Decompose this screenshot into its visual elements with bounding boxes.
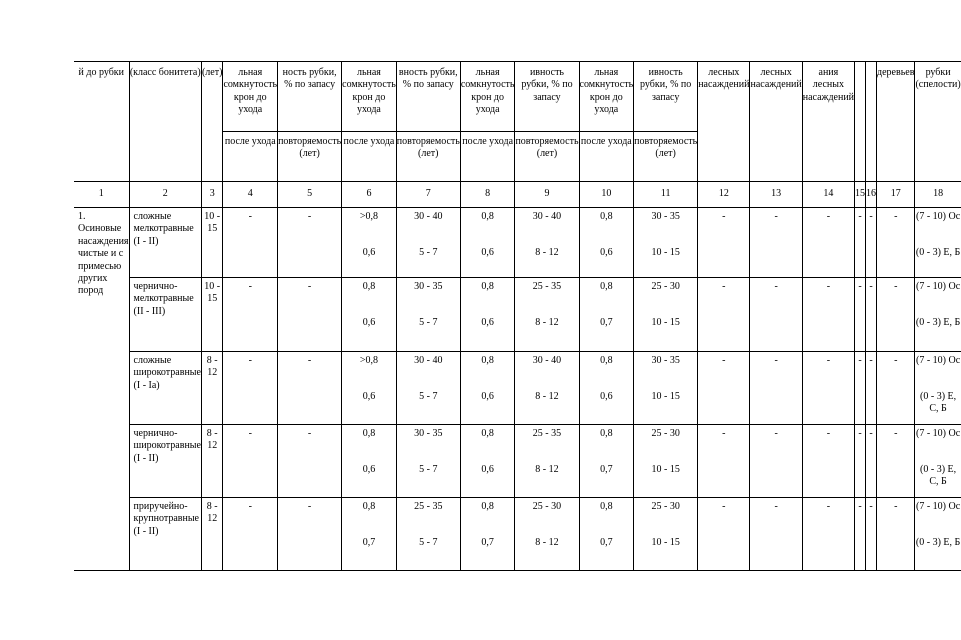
intensity-cell-lower: 10 - 15: [651, 247, 680, 258]
column-number: 11: [634, 182, 698, 208]
column-number: 3: [201, 182, 222, 208]
density-cell: [579, 208, 634, 278]
value-cell: -: [223, 208, 278, 278]
density-cell: [342, 498, 397, 571]
intensity-cell-upper: 25 - 30: [651, 501, 680, 512]
value-cell: -: [802, 278, 854, 352]
value-cell: -: [750, 352, 802, 425]
density-cell-upper: 0,8: [600, 281, 613, 292]
density-cell-upper: >0,8: [359, 355, 379, 366]
intensity-cell: [396, 352, 460, 425]
table-header: [74, 62, 961, 208]
value-cell: -: [698, 208, 750, 278]
value-cell: -: [278, 425, 342, 498]
header-cell: ивность рубки, % по запасу: [515, 62, 579, 132]
column-number: 6: [342, 182, 397, 208]
intensity-cell-lower: 8 - 12: [535, 537, 559, 548]
density-cell: [579, 352, 634, 425]
composition-cell: [915, 425, 961, 498]
intensity-cell: [515, 352, 579, 425]
composition-cell-lower: (0 - 3) Е, С, Б: [920, 391, 957, 415]
composition-cell-upper: (7 - 10) Ос: [916, 211, 961, 222]
age-range: 8 - 12: [201, 425, 222, 498]
subheader-cell: после ухода: [342, 132, 397, 182]
composition-cell-lower: (0 - 3) Е, С, Б: [920, 464, 957, 488]
value-cell: -: [855, 425, 866, 498]
intensity-cell-upper: 30 - 40: [532, 211, 562, 222]
subheader-cell: после ухода: [579, 132, 634, 182]
density-cell: [579, 425, 634, 498]
table-row: [74, 278, 961, 352]
forest-type: чернично-широкотравные (I - II): [129, 425, 201, 498]
column-number: 17: [877, 182, 915, 208]
composition-cell-upper: (7 - 10) Ос: [916, 281, 961, 292]
column-number: 13: [750, 182, 802, 208]
density-cell-lower: 0,7: [600, 317, 613, 328]
intensity-cell-lower: 5 - 7: [419, 537, 438, 548]
intensity-cell-upper: 25 - 35: [414, 501, 443, 512]
value-cell: -: [855, 208, 866, 278]
density-cell-upper: 0,8: [600, 501, 613, 512]
column-number: 9: [515, 182, 579, 208]
intensity-cell-upper: 25 - 30: [532, 501, 562, 512]
density-cell: [579, 498, 634, 571]
composition-cell-lower: (0 - 3) Е, Б: [915, 317, 961, 328]
value-cell: -: [877, 278, 915, 352]
density-cell: [579, 278, 634, 352]
forest-type: чернично-мелкотравные (II - III): [129, 278, 201, 352]
composition-cell: [915, 208, 961, 278]
value-cell: -: [750, 278, 802, 352]
intensity-cell: [515, 208, 579, 278]
intensity-cell-lower: 8 - 12: [535, 464, 559, 475]
header-cell: ность рубки, % по запасу: [278, 62, 342, 132]
age-range: 10 - 15: [201, 278, 222, 352]
forest-type: сложные широкотравные (I - Ia): [129, 352, 201, 425]
value-cell: -: [698, 352, 750, 425]
density-cell-lower: 0,7: [600, 537, 613, 548]
column-number: 2: [129, 182, 201, 208]
value-cell: -: [877, 208, 915, 278]
density-cell-upper: 0,8: [600, 428, 613, 439]
density-cell-upper: 0,8: [362, 281, 376, 292]
intensity-cell-lower: 10 - 15: [651, 317, 680, 328]
column-number: 5: [278, 182, 342, 208]
intensity-cell: [515, 278, 579, 352]
intensity-cell-upper: 30 - 35: [414, 428, 443, 439]
intensity-cell-upper: 25 - 35: [532, 428, 562, 439]
intensity-cell: [515, 498, 579, 571]
value-cell: -: [750, 425, 802, 498]
composition-cell-lower: (0 - 3) Е, Б: [915, 537, 961, 548]
intensity-cell: [396, 425, 460, 498]
header-cell: льная сомкнутость крон до ухода: [342, 62, 397, 132]
value-cell: -: [750, 498, 802, 571]
forest-care-table: [74, 61, 961, 571]
composition-cell: [915, 352, 961, 425]
density-cell-upper: 0,8: [600, 355, 613, 366]
value-cell: -: [877, 498, 915, 571]
value-cell: -: [223, 498, 278, 571]
value-cell: -: [278, 498, 342, 571]
intensity-cell-lower: 10 - 15: [651, 537, 680, 548]
density-cell: [460, 498, 515, 571]
intensity-cell-lower: 5 - 7: [419, 247, 438, 258]
density-cell-upper: 0,8: [362, 501, 376, 512]
subheader-cell: повторяемость (лет): [278, 132, 342, 182]
density-cell: [460, 208, 515, 278]
column-number: 12: [698, 182, 750, 208]
value-cell: -: [855, 352, 866, 425]
value-cell: -: [877, 425, 915, 498]
intensity-cell-lower: 8 - 12: [535, 391, 559, 402]
intensity-cell: [634, 278, 698, 352]
density-cell-upper: 0,8: [481, 355, 494, 366]
value-cell: -: [278, 278, 342, 352]
header-cell: льная сомкнутость крон до ухода: [460, 62, 515, 132]
density-cell: [342, 352, 397, 425]
value-cell: -: [802, 498, 854, 571]
density-cell-lower: 0,6: [362, 247, 376, 258]
value-cell: -: [750, 208, 802, 278]
column-number: 16: [866, 182, 877, 208]
density-cell-upper: >0,8: [359, 211, 379, 222]
forest-type: сложные мелкотравные (I - II): [129, 208, 201, 278]
age-range: 8 - 12: [201, 498, 222, 571]
density-cell-upper: 0,8: [600, 211, 613, 222]
table-row: [74, 208, 961, 278]
value-cell: -: [855, 278, 866, 352]
density-cell-lower: 0,6: [481, 317, 494, 328]
intensity-cell-lower: 8 - 12: [535, 247, 559, 258]
intensity-cell-upper: 30 - 40: [532, 355, 562, 366]
density-cell-lower: 0,6: [481, 464, 494, 475]
density-cell-lower: 0,6: [362, 391, 376, 402]
column-number: 15: [855, 182, 866, 208]
intensity-cell-upper: 30 - 35: [414, 281, 443, 292]
intensity-cell: [396, 498, 460, 571]
composition-cell-upper: (7 - 10) Ос: [916, 501, 961, 512]
density-cell: [460, 278, 515, 352]
value-cell: -: [223, 425, 278, 498]
intensity-cell: [396, 278, 460, 352]
intensity-cell-upper: 30 - 40: [414, 355, 443, 366]
value-cell: -: [278, 352, 342, 425]
header-cell: деревьев: [877, 62, 915, 182]
composition-cell-upper: (7 - 10) Ос: [916, 428, 961, 439]
density-cell-upper: 0,8: [362, 428, 376, 439]
value-cell: -: [698, 425, 750, 498]
intensity-cell-upper: 30 - 40: [414, 211, 443, 222]
value-cell: -: [855, 498, 866, 571]
density-cell-lower: 0,7: [600, 464, 613, 475]
column-number: 1: [74, 182, 129, 208]
value-cell: -: [866, 278, 877, 352]
density-cell: [342, 278, 397, 352]
intensity-cell-upper: 30 - 35: [651, 355, 680, 366]
header-cell: (лет): [201, 62, 222, 182]
column-number: 18: [915, 182, 961, 208]
intensity-cell: [634, 208, 698, 278]
density-cell-upper: 0,8: [481, 428, 494, 439]
intensity-cell-upper: 30 - 35: [651, 211, 680, 222]
density-cell-upper: 0,8: [481, 281, 494, 292]
subheader-cell: повторяемость (лет): [396, 132, 460, 182]
table-row: [74, 425, 961, 498]
age-range: 10 - 15: [201, 208, 222, 278]
density-cell-lower: 0,6: [362, 317, 376, 328]
density-cell-lower: 0,7: [481, 537, 494, 548]
intensity-cell-lower: 5 - 7: [419, 317, 438, 328]
intensity-cell-lower: 10 - 15: [651, 391, 680, 402]
subheader-cell: повторяемость (лет): [515, 132, 579, 182]
table-body: [74, 208, 961, 571]
intensity-cell: [634, 352, 698, 425]
density-cell-lower: 0,6: [362, 464, 376, 475]
header-cell: вность рубки, % по запасу: [396, 62, 460, 132]
value-cell: -: [802, 425, 854, 498]
composition-cell: [915, 498, 961, 571]
value-cell: -: [802, 352, 854, 425]
value-cell: -: [698, 278, 750, 352]
header-cell: ивность рубки, % по запасу: [634, 62, 698, 132]
column-number: 4: [223, 182, 278, 208]
table-row: [74, 352, 961, 425]
header-cell: лесных насаждений: [750, 62, 802, 182]
table-row: [74, 498, 961, 571]
column-number: 8: [460, 182, 515, 208]
composition-cell-lower: (0 - 3) Е, Б: [915, 247, 961, 258]
header-cell: льная сомкнутость крон до ухода: [579, 62, 634, 132]
value-cell: -: [866, 425, 877, 498]
composition-cell: [915, 278, 961, 352]
value-cell: -: [877, 352, 915, 425]
forest-type: приручейно-крупнотравные (I - II): [129, 498, 201, 571]
value-cell: -: [278, 208, 342, 278]
value-cell: -: [223, 278, 278, 352]
value-cell: -: [223, 352, 278, 425]
density-cell-lower: 0,6: [600, 247, 613, 258]
density-cell: [342, 208, 397, 278]
value-cell: -: [698, 498, 750, 571]
intensity-cell-lower: 5 - 7: [419, 391, 438, 402]
value-cell: -: [866, 352, 877, 425]
subheader-cell: после ухода: [460, 132, 515, 182]
subheader-cell: повторяемость (лет): [634, 132, 698, 182]
intensity-cell: [396, 208, 460, 278]
density-cell: [460, 425, 515, 498]
value-cell: -: [802, 208, 854, 278]
header-cell: льная сомкнутость крон до ухода: [223, 62, 278, 132]
header-cell: (класс бонитета): [129, 62, 201, 182]
intensity-cell-lower: 8 - 12: [535, 317, 559, 328]
composition-cell-upper: (7 - 10) Ос: [916, 355, 961, 366]
intensity-cell: [515, 425, 579, 498]
density-cell-upper: 0,8: [481, 501, 494, 512]
intensity-cell: [634, 425, 698, 498]
density-cell-upper: 0,8: [481, 211, 494, 222]
column-number: 14: [802, 182, 854, 208]
header-cell: [855, 62, 866, 182]
density-cell-lower: 0,6: [600, 391, 613, 402]
density-cell-lower: 0,7: [362, 537, 376, 548]
density-cell: [342, 425, 397, 498]
intensity-cell-upper: 25 - 30: [651, 428, 680, 439]
density-cell-lower: 0,6: [481, 391, 494, 402]
value-cell: -: [866, 208, 877, 278]
group-label: 1. Осиновые насаждения чистые и с примесью других пород: [74, 208, 129, 571]
intensity-cell-upper: 25 - 35: [532, 281, 562, 292]
intensity-cell-upper: 25 - 30: [651, 281, 680, 292]
intensity-cell-lower: 5 - 7: [419, 464, 438, 475]
intensity-cell-lower: 10 - 15: [651, 464, 680, 475]
header-cell: [866, 62, 877, 182]
subheader-cell: после ухода: [223, 132, 278, 182]
header-cell: рубки (спелости): [915, 62, 961, 182]
age-range: 8 - 12: [201, 352, 222, 425]
column-number: 7: [396, 182, 460, 208]
header-cell: лесных насаждений: [698, 62, 750, 182]
column-number: 10: [579, 182, 634, 208]
density-cell: [460, 352, 515, 425]
value-cell: -: [866, 498, 877, 571]
density-cell-lower: 0,6: [481, 247, 494, 258]
intensity-cell: [634, 498, 698, 571]
header-cell: ания лесных насаждений: [802, 62, 854, 182]
header-cell: й до рубки: [74, 62, 129, 182]
